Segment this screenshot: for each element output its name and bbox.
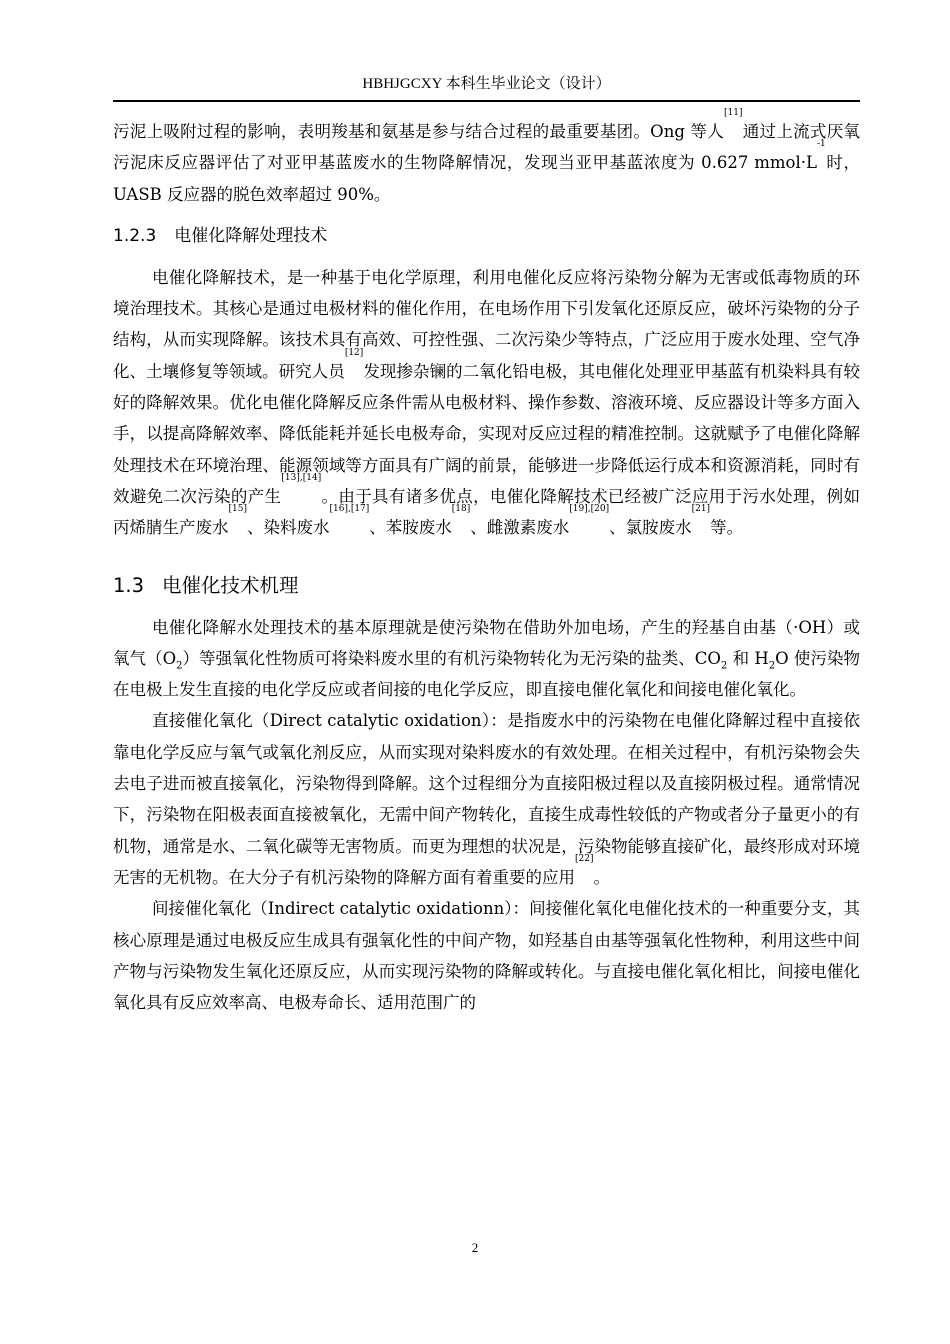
section-title: 电催化降解处理技术	[174, 225, 328, 246]
citation: [15]	[228, 504, 247, 515]
section-heading-1-3	[113, 572, 860, 600]
intro-paragraph: 污泥上吸附过程的影响，表明羧基和氨基是参与结合过程的最重要基团。Ong 等人[11]通过上流式厌氧污泥床反应器评估了对亚甲基蓝废水的生物降解情况，发现当亚甲基蓝浓度为 0.627 $mmol\cdot L^{-1}$时，UASB 反应器的脱色效率超过 90%。	[113, 108, 861, 204]
section-number: 1.2.3	[113, 225, 157, 246]
paragraph-principle: 电催化降解水处理技术的基本原理就是使污染物在借助外加电场，产生的羟基自由基（·OH）或氧气$(O_2)$等强氧化性物质可将染料废水里的有机污染物转化为无污染的盐类、$CO_2$ 和 $H_2O$ 使污染物在电极上发生直接的电化学反应或者间接的电化学反应，即直接电催化氧化和间接电催化氧化。	[113, 617, 860, 700]
section-heading-1-2-3	[113, 224, 860, 248]
citation: [11]	[724, 108, 743, 118]
section-number: 1.3	[113, 573, 145, 597]
subscript: 2	[176, 660, 183, 672]
paragraph-indirect-oxidation: 间接催化氧化（Indirect catalytic oxidationn）：间接催化氧化电催化技术的一种重要分支，其核心原理是通过电极反应生成具有强氧化性的中间产物，如羟基自由基等强氧化性物种，利用这些中间产物与污染物发生氧化还原反应，从而实现污染物的降解或转化。与直接电催化氧化相比，间接电催化氧化具有反应效率高、电极寿命长、适用范围广的	[113, 899, 860, 1013]
citation: [21]	[691, 504, 711, 515]
subscript: 2	[720, 660, 728, 672]
section-title: 电催化技术机理	[162, 573, 299, 597]
citation: [19],[20]	[569, 504, 610, 515]
citation: [13],[14]	[281, 472, 322, 483]
page-body	[113, 108, 861, 1018]
citation: [18]	[451, 504, 471, 515]
exponent: -1	[816, 139, 826, 150]
page-number: 2	[471, 1240, 479, 1255]
header-title: HBHJGCXY 本科生毕业论文（设计）	[362, 76, 611, 92]
paragraph-electrocatalysis: 电催化降解技术，是一种基于电化学原理，利用电催化反应将污染物分解为无害或低毒物质的环境治理技术。其核心是通过电极材料的催化作用，在电场作用下引发氧化还原反应，破坏污染物的分子结构，从而实现降解。该技术具有高效、可控性强、二次污染少等特点，广泛应用于废水处理、空气净化、土壤修复等领域。研究人员[12]发现掺杂镧的二氧化铅电极，其电催化处理亚甲基蓝有机染料具有较好的降解效果。优化电催化降解反应条件需从电极材料、操作参数、溶液环境、反应器设计等多方面入手，以提高降解效率、降低能耗并延长电极寿命，实现对反应过程的精准控制。这就赋予了电催化降解处理技术在环境治理、能源领域等方面具有广阔的前景，能够进一步降低运行成本和资源消耗，同时有效避免二次污染的产生[13],[14]。由于具有诸多优点，电催化降解技术已经被广泛应用于污水处理，例如丙烯腈生产废水[15]、染料废水[16],[17]、苯胺废水[18]、雌激素废水[19],[20]、氯胺废水[21]等。	[113, 267, 861, 538]
subscript: 2	[768, 660, 776, 672]
citation: [12]	[344, 347, 364, 358]
citation: [16],[17]	[329, 504, 370, 515]
citation: [22]	[575, 853, 594, 864]
paragraph-direct-oxidation: 直接催化氧化（Direct catalytic oxidation）：是指废水中的污染物在电催化降解过程中直接依靠电化学反应与氧气或氧化剂反应，从而实现对染料废水的有效处理。在相关过程中，有机污染物会失去电子进而被直接氧化，污染物得到降解。这个过程细分为直接阳极过程以及直接阴极过程。通常情况下，污染物在阳极表面直接被氧化，无需中间产物转化，直接生成毒性较低的产物或者分子量更小的有机物，通常是水、二氧化碳等无害物质。而更为理想的状况是，污染物能够直接矿化，最终形成对环境无害的无机物。在大分子有机污染物的降解方面有着重要的应用[22]。	[113, 711, 860, 887]
page-header	[113, 62, 860, 102]
